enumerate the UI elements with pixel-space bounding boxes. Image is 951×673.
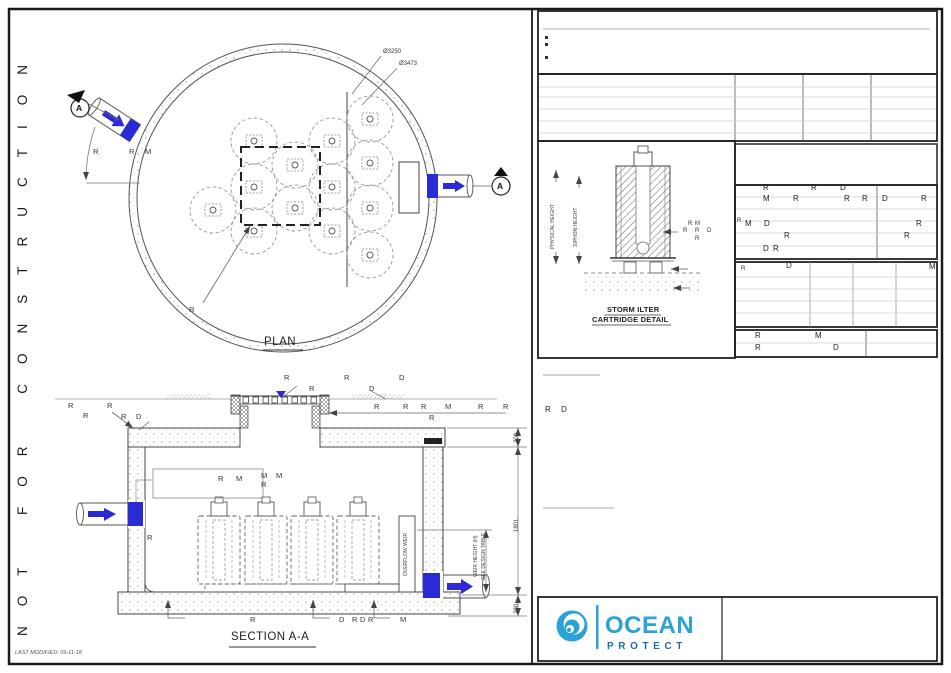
annotation-text: M <box>445 402 452 411</box>
annotation-text: R <box>261 480 267 489</box>
section-marker-a-left: A <box>76 103 83 113</box>
annotation-text: R <box>218 474 224 483</box>
overflow-weir-label: OVERFLOW WEIR <box>403 532 409 576</box>
annotation-text: R <box>93 147 99 156</box>
annotation-text: R <box>737 218 742 224</box>
annotation-text: D <box>136 412 142 421</box>
annotation-text: R <box>129 147 135 156</box>
annotation-text: R <box>478 402 484 411</box>
plan-outlet-pipe <box>427 174 473 198</box>
annotation-text: D <box>399 373 405 382</box>
annotation-text: D <box>339 615 345 624</box>
annotation-text: R <box>904 231 910 240</box>
annotation-text: R <box>862 194 868 203</box>
sheet-border <box>9 9 942 664</box>
annotation-text: R <box>695 228 700 234</box>
annotation-text: M <box>145 147 152 156</box>
detail-title-line2: CARTRIDGE DETAIL <box>592 315 669 324</box>
ocean-wave-icon <box>557 611 588 642</box>
annotation-text: D <box>882 194 888 203</box>
annotation-text: R <box>916 219 922 228</box>
annotation-text: M <box>695 221 700 227</box>
plan-view <box>67 44 510 352</box>
dim-inner-diameter: Ø3250 <box>383 49 402 55</box>
annotation-text: M <box>815 331 822 340</box>
annotation-text: R <box>695 236 700 242</box>
annotation-text: R <box>755 331 761 340</box>
annotation-text: R <box>374 402 380 411</box>
dim-200-top: 200 <box>514 432 520 443</box>
ocean-protect-logo <box>557 605 695 652</box>
annotation-text: R <box>429 413 435 422</box>
annotation-text: M <box>400 615 407 624</box>
annotation-text: M <box>763 194 770 203</box>
annotation-text: R <box>688 221 693 227</box>
annotation-text: R <box>309 384 315 393</box>
dim-1801: 1801 <box>514 518 520 532</box>
annotation-text: R <box>784 231 790 240</box>
physical-height-label: PHYSICAL HEIGHT <box>550 204 556 249</box>
annotation-text: D <box>840 183 846 192</box>
see-design-table-label: SEE DESIGN TABLE <box>481 532 487 580</box>
annotation-text: D <box>833 343 839 352</box>
annotation-text: R <box>68 401 74 410</box>
annotation-text: R <box>763 183 769 192</box>
annotation-text: R <box>107 401 113 410</box>
annotation-text: R <box>352 615 358 624</box>
dim-200-bottom: 200 <box>514 603 520 614</box>
access-grate <box>231 395 329 428</box>
annotation-text: R <box>403 402 409 411</box>
section-inlet-pipe <box>77 500 146 528</box>
section-marker-a-right: A <box>497 181 504 191</box>
plan-inlet-pipe <box>86 97 141 142</box>
annotation-text: R <box>250 615 256 624</box>
annotation-text: R <box>683 228 688 234</box>
annotation-text: D <box>707 228 712 234</box>
annotation-text: D <box>561 405 567 414</box>
annotation-text: R <box>83 411 89 420</box>
last-modified-note: LAST MODIFIED: 09-11-18 <box>15 650 82 656</box>
annotation-text: D <box>369 384 375 393</box>
logo-subtitle: PROTECT <box>607 641 687 652</box>
annotation-text: R <box>147 533 153 542</box>
annotation-text: R <box>811 183 817 192</box>
annotation-text: R <box>344 373 350 382</box>
section-title: SECTION A-A <box>231 631 310 643</box>
annotation-text: M <box>236 474 243 483</box>
annotation-text: R <box>421 402 427 411</box>
annotation-text: R <box>844 194 850 203</box>
title-panel <box>538 11 937 661</box>
annotation-text: M <box>929 262 936 271</box>
annotation-text: M <box>745 219 752 228</box>
annotation-text: D <box>360 615 366 624</box>
annotation-text: R <box>921 194 927 203</box>
annotation-text: R <box>741 266 746 272</box>
section-marker-right <box>472 167 510 195</box>
annotation-text: M <box>261 471 268 480</box>
annotation-text: R <box>755 343 761 352</box>
section-label-box <box>153 469 263 498</box>
detail-title-line1: STORM ILTER <box>607 305 660 314</box>
annotation-text: M <box>276 471 283 480</box>
siphon-height-label: SIPHON HEIGHT <box>573 207 579 247</box>
dim-outer-diameter: Ø3473 <box>399 61 418 67</box>
logo-wordmark: OCEAN <box>605 612 695 639</box>
not-for-construction-watermark: NOT FOR CONSTRUCTION <box>15 45 30 636</box>
annotation-text: R <box>121 412 127 421</box>
annotation-text: R <box>189 305 195 314</box>
annotation-text: R <box>368 615 374 624</box>
annotation-text: D <box>764 219 770 228</box>
annotation-text: R <box>503 402 509 411</box>
annotation-text: R <box>793 194 799 203</box>
weir-height-label: WEIR HEIGHT (H) <box>473 535 479 577</box>
cartridge-detail-drawing <box>556 146 702 325</box>
annotation-text: R <box>284 373 290 382</box>
section-view <box>55 386 527 647</box>
annotation-text: D <box>786 261 792 270</box>
plan-title: PLAN <box>264 336 297 348</box>
annotation-text: R <box>545 405 551 414</box>
annotation-text: R <box>773 244 779 253</box>
overflow-weir <box>399 516 415 592</box>
annotation-text: D <box>763 244 769 253</box>
